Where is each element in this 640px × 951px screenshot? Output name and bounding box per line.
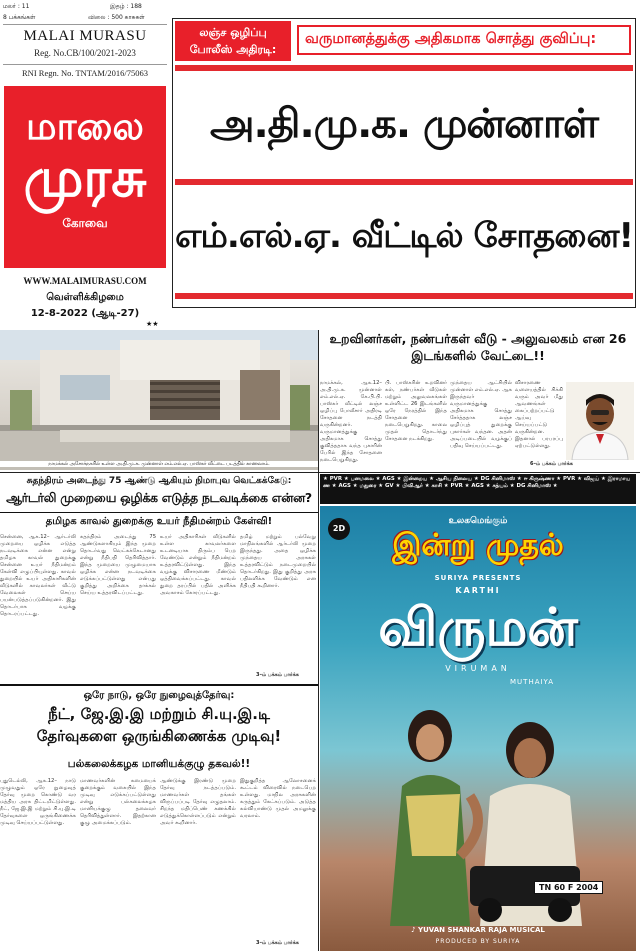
- story-orderly: [0, 474, 318, 682]
- paper-logo: [4, 86, 166, 268]
- story3-headline-line1: நீட், ஜே.இ.இ மற்றும் சி.யு.இ.டி: [48, 705, 270, 723]
- rni-number: RNI Regn. No. TNTAM/2016/75063: [22, 68, 148, 78]
- story3-continued: 3–ம் பக்கம் பார்க்க: [256, 940, 299, 946]
- advert-star: KARTHI: [455, 586, 501, 595]
- lead-subhead: உறவினர்கள், நண்பர்கள் வீடு - அலுவலகம் என 26 இடங்களில் வேட்டை!!: [329, 331, 627, 363]
- issue-date: 12-8-2022 (ஆடி-27): [30, 308, 140, 319]
- star-marks: ★★: [146, 320, 159, 328]
- story2-body-col1: சென்னை, ஆக.12– ஆர்டர்லி முறையை ஒழிக்க எடுத்த நடவடிக்கை என்ன என்று தமிழக காவல் துறைக்கு சென்னை உயர் நீதிமன்றம் கேள்வி எழுப்பியுள்ளது. காவல் துறையில் உயர் அதிகாரிகளின் வீடுகளில் காவலர்கள் வீட்டு வேலைகள் செய்ய பயன்படுத்தப்படுகின்றனர். இது தொடர்பாக வழக்கு தொடரப்பட்டது.: [0, 534, 76, 617]
- edition-label: கோவை: [62, 216, 108, 230]
- weekday: வெள்ளிக்கிழமை: [46, 292, 124, 303]
- story2-kicker: சுதந்திரம் அடைந்து 75 ஆண்டு ஆகியும் நிமாபுவ வெட்கக்கேடு:: [26, 476, 292, 486]
- story2-body-col4: தமிழ் மற்றும் பல்வேறு மாநிலங்களில் ஆர்டர்லி முறை இருந்தது. அதை ஒழிக்க முந்தைய அரசுகள் உத்தரவிட்டும் நடைமுறையில் தொடர்கிறது. இது குறித்து அரசு பதிலளிக்க வேண்டும் என நீதிபதி கூறினார்.: [240, 534, 316, 589]
- photo-caption: நாமக்கல் அசோக்நகரில் உள்ள அ.தி.மு.க. முன்னாள் எம்.எல்.ஏ. பாஸ்கர் வீட்டை படத்தில் காணலாம்.: [0, 461, 318, 467]
- price-label: விலை : 500 காசுகள்: [88, 14, 145, 21]
- movie-advert: [320, 506, 636, 951]
- advert-number-plate: TN 60 F 2004: [534, 881, 603, 894]
- advert-title: விருமன்: [378, 598, 578, 658]
- logo-line2: முரசு: [23, 146, 147, 209]
- story3-headline-line2: தேர்வுகளை ஒருங்கிணைக்க முடிவு!: [36, 727, 282, 745]
- masthead: [0, 0, 170, 330]
- paper-name-en: MALAI MURASU: [23, 28, 147, 44]
- advert-top-line: உலகமெங்கும்: [448, 516, 508, 526]
- advert-director: MUTHAIYA: [510, 678, 555, 686]
- politician-photo: [566, 382, 634, 460]
- website: WWW.MALAIMURASU.COM: [23, 276, 147, 286]
- house-image: [0, 330, 318, 470]
- advert-badge: 2D: [328, 518, 350, 540]
- story3-body-col1: புதுடெல்லி, ஆக.12– நாடு முழுவதும் ஒரே நுழைவுத் தேர்வு முறை கொண்டு வர மத்திய அரசு திட்டமிட்டுள்ளது. நீட், ஜே.இ.இ மற்றும் சி.யு.இ.டி தேர்வுகளை ஒருங்கிணைக்க முடிவு செய்யப்பட்டுள்ளது.: [0, 778, 76, 826]
- politician-image: [566, 382, 634, 460]
- lead-body-col3: முந்தைய ஆட்சியில் முன்னாள் எம்.எல்.ஏ. ஆக இருந்தவர் வருமானத்துக்கு அதிகமாக சொத்து சேர்த்ததாக லஞ்ச ஒழிப்புத் துறைக்கு புகார்கள் வந்தன. அதன் அடிப்படையில் வழக்குப் பதிவு செய்யப்பட்டது.: [450, 380, 512, 449]
- lead-tag: லஞ்ச ஒழிப்பு போலீஸ் அதிரடி:: [175, 21, 291, 61]
- advert-presenter: SURIYA PRESENTS: [434, 574, 522, 582]
- lead-headline-line2: எம்.எல்.ஏ. வீட்டில் சோதனை!: [175, 216, 633, 256]
- cinema-ticker: [320, 474, 636, 504]
- story3-kicker: ஒரே நாடு, ஒரே நுழைவுத்தேர்வு:: [83, 690, 235, 701]
- story3-subhead: பல்கலைக்கழக மானியக்குழு தகவல்!!: [67, 758, 251, 770]
- story2-body-col2: சுதந்திரம் அடைந்து 75 ஆண்டுகளாகியும் இந்த முறை தொடர்வது வெட்கக்கேடானது என்று நீதிபதி தெரிவித்தார். இந்த முறையை முழுமையாக ஒழிக்க என்ன நடவடிக்கை எடுக்கப்பட்டுள்ளது என்பது குறித்து அறிக்கை தாக்கல் செய்ய உத்தரவிடப்பட்டது.: [80, 534, 156, 596]
- number-label: இதழ் : 188: [110, 3, 142, 10]
- story2-headline: ஆர்டர்லி முறையை ஒழிக்க எடுத்த நடவடிக்கை என்ன?: [6, 490, 312, 505]
- advert-title-en: VIRUMAN: [445, 664, 511, 673]
- advert-producer: PRODUCED BY SURIYA: [435, 938, 521, 945]
- lead-body-col2: பி. பாஸ்கரின் உறவினர் கள், நண்பர்கள் வீடுகள் மற்றும் அலுவலகங்கள் உள்ளிட்ட 26 இடங்களில் ஒரே நேரத்தில் இந்த சோதனை நடைபெறுகிறது. காலை முதல் தொடர்ந்து சோதனை நடக்கிறது.: [385, 380, 447, 442]
- lead-story: [320, 330, 636, 472]
- story3-body-col4: இதுகுறித்த ஆலோசனைக் கூட்டம் விரைவில் நடைபெற உள்ளது. மாநில அரசுகளின் கருத்தும் கேட்கப்படும். அடுத்த கல்வியாண்டு முதல் அமலுக்கு வரலாம்.: [240, 778, 316, 819]
- story2-subhead: தமிழக காவல் துறைக்கு உயர் நீதிமன்றம் கேள்வி!: [45, 516, 273, 527]
- story-entrance-exam: [0, 684, 318, 951]
- advert-main-line: இன்று முதல்: [392, 528, 564, 563]
- logo-line1: மாலை: [26, 104, 144, 148]
- lead-body-col4: விசாரணை வளையத்தில் சிக்கி வரும் அவர் மீது ஆவணங்கள் கைப்பற்றப்பட்டு ஆய்வு செய்யப்பட்டு வருகின்றன. இதனால் பரபரப்பு ஏற்பட்டுள்ளது.: [515, 380, 563, 449]
- lead-continued: 6–ம் பக்கம் பார்க்க: [530, 461, 573, 467]
- story3-body-col3: ஆண்டுக்கு இரண்டு முறை தேர்வு நடத்தப்படும். மாணவர்கள் தங்கள் விருப்பப்படி தேர்வு எழுதலாம். சிறந்த மதிப்பெண் கணக்கில் எடுத்துக்கொள்ளப்படும் என்றும் அவர் கூறினார்.: [160, 778, 236, 826]
- advert-music: ♪ YUVAN SHANKAR RAJA MUSICAL: [411, 926, 545, 934]
- lead-headline-box: [172, 18, 636, 308]
- registration-number: Reg. No.CB/100/2021-2023: [34, 48, 136, 58]
- ticker-text: ★ PVR ★ பனமலை ★ AGS ★ இன்றைய ★ ஆசிய நிலைய ★ DG சினிமாஸ் ★ ஈ கிருஷ்ணா ★ PVR ★ விஜய் ★ இராமாயண ★ AGS ★ மதுரை ★ GV ★ பிவிஆர் ★ காசி ★ PVR ★ AGS ★ சத்யம் ★ DG சினிமாஸ் ★: [323, 476, 631, 489]
- lead-body-col1: நாமக்கல், ஆக.12– அ.தி.மு.க. முன்னாள் எம்.எல்.ஏ. கே.பி.பி. பாஸ்கர் வீட்டில் லஞ்ச ஒழிப்பு போலீசார் அதிரடி சோதனை நடத்தி வருகின்றனர். வருமானத்துக்கு அதிகமாக சொத்து குவித்ததாக வந்த புகாரின் பேரில் இந்த சோதனை நடைபெறுகிறது.: [320, 380, 382, 463]
- story2-continued: 3–ம் பக்கம் பார்க்க: [256, 672, 299, 678]
- issue-label: மலர் : 11: [3, 3, 30, 10]
- pages-label: 8 பக்கங்கள்: [3, 14, 36, 21]
- story3-body-col2: மாணவர்களின் சுமையைக் குறைக்கும் வகையில் இந்த முடிவு எடுக்கப்பட்டுள்ளது என்று பல்கலைக்கழக மானியக்குழு தலைவர் தெரிவித்துள்ளார். இதற்கான குழு அமைக்கப்படும்.: [80, 778, 156, 826]
- lead-kicker: வருமானத்துக்கு அதிகமாக சொத்து குவிப்பு:: [297, 25, 631, 55]
- house-photo: [0, 330, 318, 470]
- lead-headline-line1: அ.தி.மு.க. முன்னாள்: [210, 101, 598, 147]
- story2-body-col3: உயர் அதிகாரிகள் வீடுகளில் உள்ள காவலர்களை உடனடியாக திரும்ப பெற வேண்டும் என்றும் நீதிமன்றம் உத்தரவிட்டுள்ளது. இந்த வழக்கு விசாரணை மீண்டும் ஒத்திவைக்கப்பட்டது. காவல் துறை தரப்பில் பதில் அளிக்க அவகாசம் கோரப்பட்டது.: [160, 534, 236, 596]
